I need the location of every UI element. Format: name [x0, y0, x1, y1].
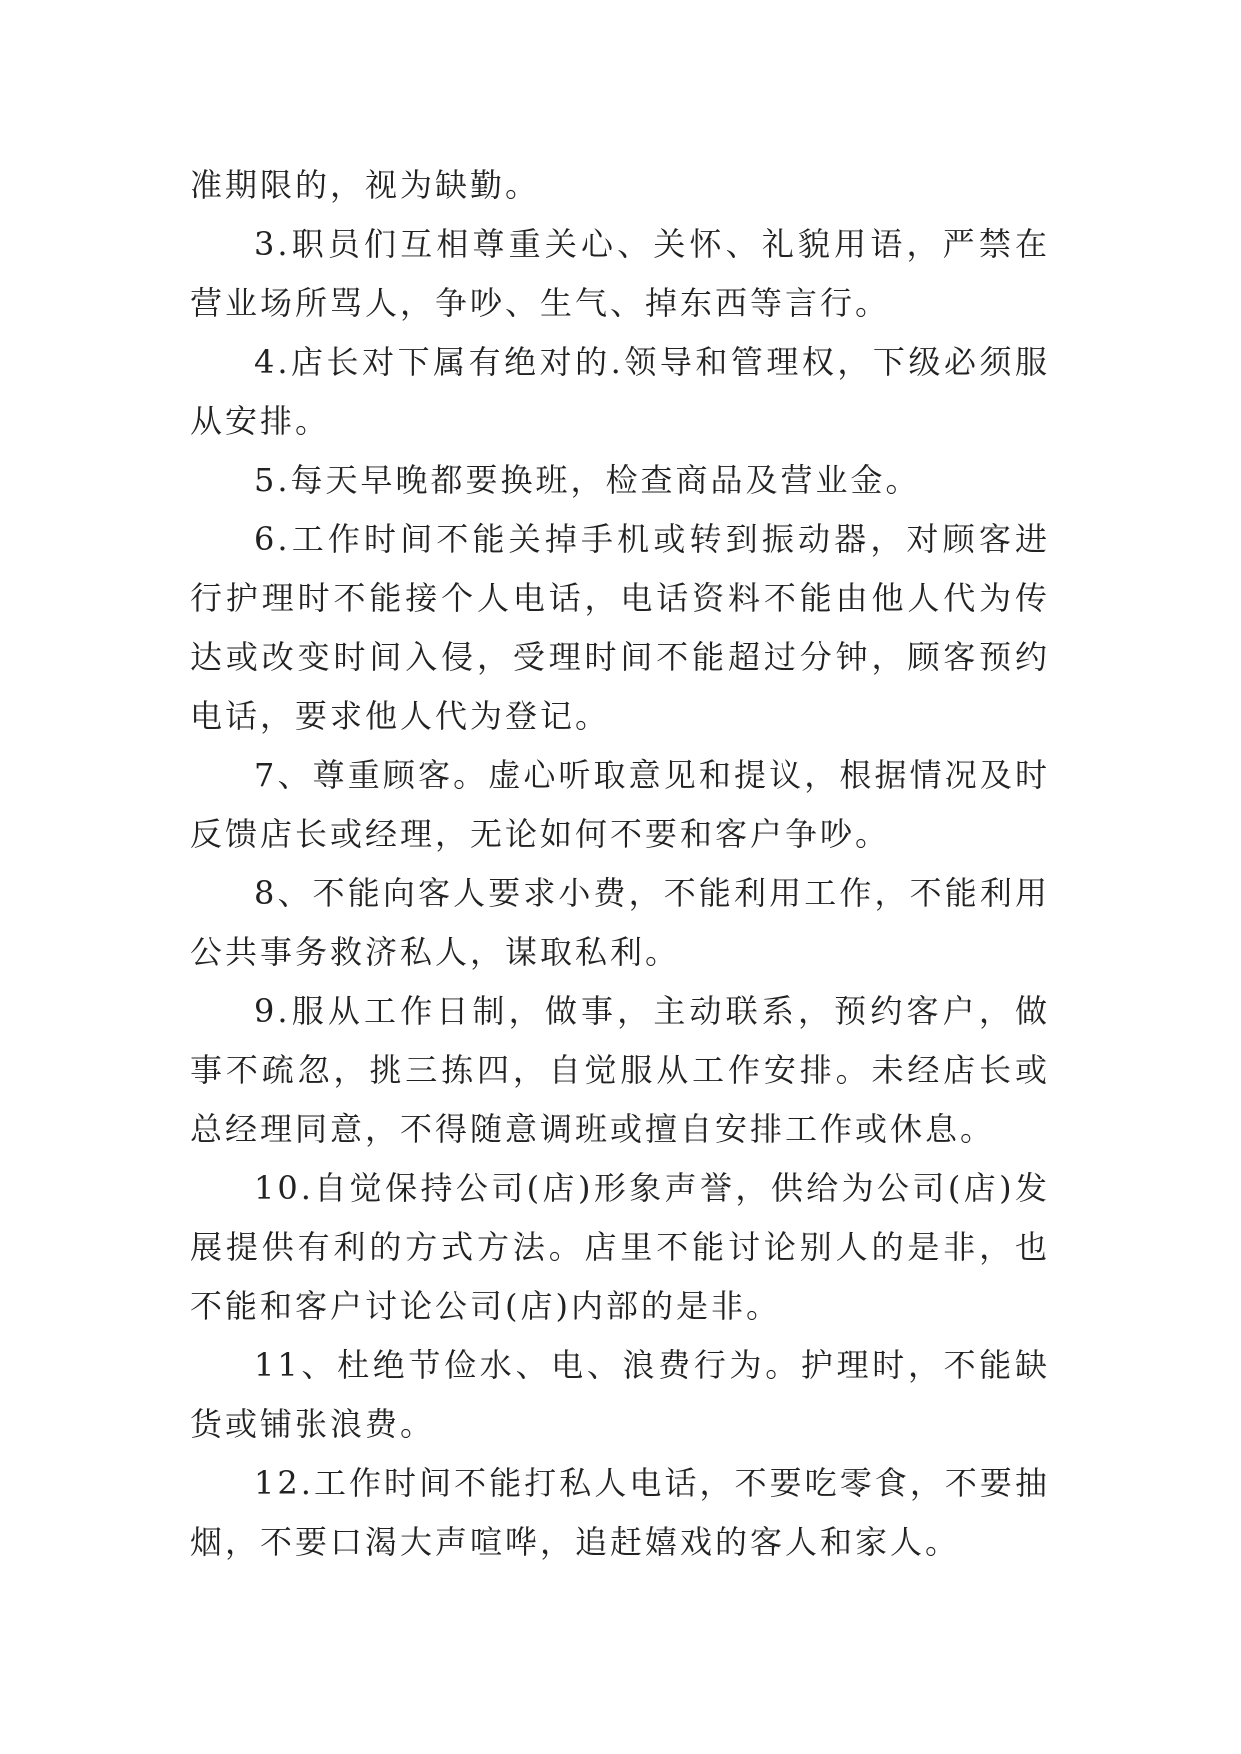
rule-8-paragraph: 8、不能向客人要求小费，不能利用工作，不能利用公共事务救济私人，谋取私利。 — [190, 874, 1050, 971]
rule-9-paragraph: 9.服从工作日制，做事，主动联系，预约客户，做事不疏忽，挑三拣四，自觉服从工作安排。未经店长或总经理同意，不得随意调班或擅自安排工作或休息。 — [190, 992, 1050, 1148]
rule-12-paragraph: 12.工作时间不能打私人电话，不要吃零食，不要抽烟，不要口渴大声喧哗，追赶嬉戏的客人和家人。 — [190, 1464, 1050, 1561]
rule-10-paragraph: 10.自觉保持公司(店)形象声誉，供给为公司(店)发展提供有利的方式方法。店里不能讨论别人的是非，也不能和客户讨论公司(店)内部的是非。 — [190, 1169, 1050, 1325]
document-body — [190, 156, 1050, 1572]
rule-6-paragraph: 6.工作时间不能关掉手机或转到振动器，对顾客进行护理时不能接个人电话，电话资料不能由他人代为传达或改变时间入侵，受理时间不能超过分钟，顾客预约电话，要求他人代为登记。 — [190, 520, 1050, 735]
rule-5-paragraph: 5.每天早晚都要换班，检查商品及营业金。 — [254, 461, 921, 499]
rule-4-paragraph: 4.店长对下属有绝对的.领导和管理权，下级必须服从安排。 — [190, 343, 1050, 440]
rule-11-paragraph: 11、杜绝节俭水、电、浪费行为。护理时，不能缺货或铺张浪费。 — [190, 1346, 1050, 1443]
rule-7-paragraph: 7、尊重顾客。虚心听取意见和提议，根据情况及时反馈店长或经理，无论如何不要和客户争吵。 — [190, 756, 1050, 853]
paragraph-continuation: 准期限的，视为缺勤。 — [190, 166, 541, 204]
rule-3-paragraph: 3.职员们互相尊重关心、关怀、礼貌用语，严禁在营业场所骂人，争吵、生气、掉东西等言行。 — [190, 225, 1050, 322]
